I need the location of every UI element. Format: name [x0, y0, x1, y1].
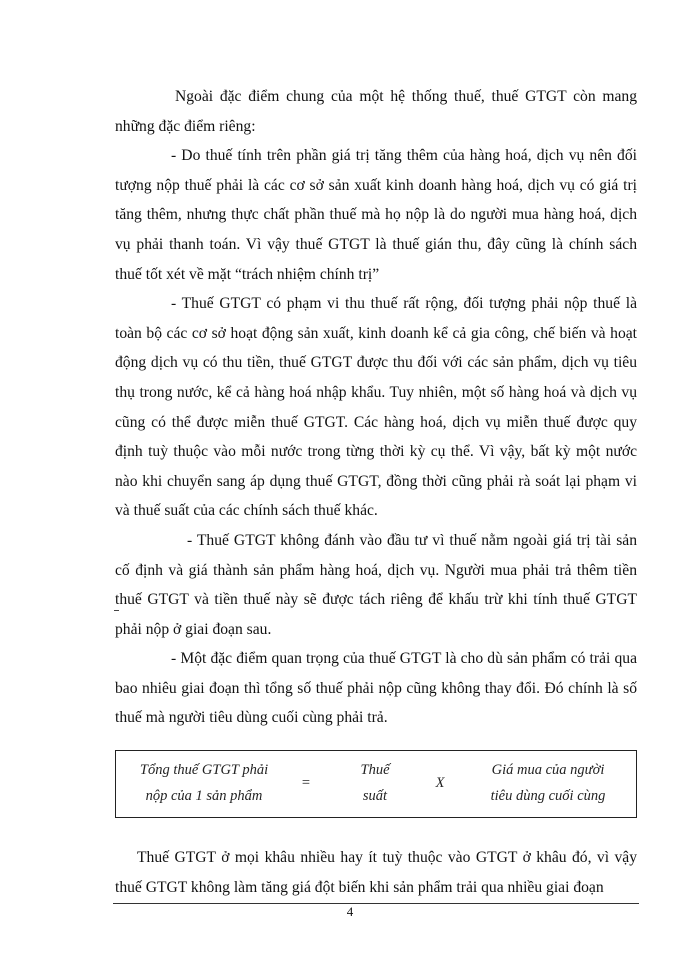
formula-consumer-price: Giá mua của người tiêu dùng cuối cùng [490, 762, 606, 805]
feature-paragraph-no-investment-tax: - Thuế GTGT không đánh vào đầu tư vì thuế nằm ngoài giá trị tài sản cố định và giá thành sản phẩm hàng hoá, dịch vụ. Người mua phải trả thêm tiền thuế GTGT và tiền thuế này sẽ được tách riêng để khấu trừ khi tính thuế GTGT phải nộp ở giai đoạn sau. [115, 531, 637, 638]
tax-formula-box [115, 750, 637, 818]
intro-paragraph: Ngoài đặc điểm chung của một hệ thống thuế, thuế GTGT còn mang những đặc điểm riêng: [115, 88, 637, 135]
margin-mark [114, 610, 119, 611]
closing-paragraph: Thuế GTGT ở mọi khâu nhiều hay ít tuỳ thuộc vào GTGT ở khâu đó, vì vậy thuế GTGT không làm tăng giá đột biến khi sản phẩm trải qua nhiều giai đoạn [115, 849, 637, 896]
page-number: 4 [346, 904, 354, 919]
formula-total-vat: Tổng thuế GTGT phải nộp của 1 sản phẩm [139, 762, 269, 805]
formula-equals-sign: = [301, 775, 311, 792]
feature-paragraph-total-tax: - Một đặc điểm quan trọng của thuế GTGT là cho dù sản phẩm có trải qua bao nhiêu giai đoạn thì tổng số thuế phải nộp cũng không thay đổi. Đó chính là số thuế mà người tiêu dùng cuối cùng phải trả. [115, 650, 637, 727]
feature-paragraph-indirect-tax: - Do thuế tính trên phần giá trị tăng thêm của hàng hoá, dịch vụ nên đối tượng nộp thuế phải là các cơ sở sản xuất kinh doanh hàng hoá, dịch vụ có giá trị tăng thêm, nhưng thực chất phần thuế mà họ nộp là do người mua hàng hoá, dịch vụ phải thanh toán. Vì vậy thuế GTGT là thuế gián thu, đây cũng là chính sách thuế tốt xét về mặt “trách nhiệm chính trị” [115, 147, 637, 283]
formula-tax-rate: Thuế suất [360, 762, 390, 805]
body-text [115, 82, 637, 902]
formula-multiply-sign: X [435, 775, 445, 792]
feature-paragraph-wide-scope: - Thuế GTGT có phạm vi thu thuế rất rộng, đối tượng phải nộp thuế là toàn bộ các cơ sở hoạt động sản xuất, kinh doanh kể cả gia công, chế biến và hoạt động dịch vụ có thu tiền, thuế GTGT được thu đối với các sản phẩm, dịch vụ tiêu thụ trong nước, kể cả hàng hoá nhập khẩu. Tuy nhiên, một số hàng hoá và dịch vụ cũng có thể được miễn thuế GTGT. Các hàng hoá, dịch vụ miễn thuế được quy định tuỳ thuộc vào mỗi nước trong từng thời kỳ cụ thể. Vì vậy, bất kỳ một nước nào khi chuyển sang áp dụng thuế GTGT, đồng thời cũng phải rà soát lại phạm vi và thuế suất của các chính sách thuế khác. [115, 295, 637, 520]
